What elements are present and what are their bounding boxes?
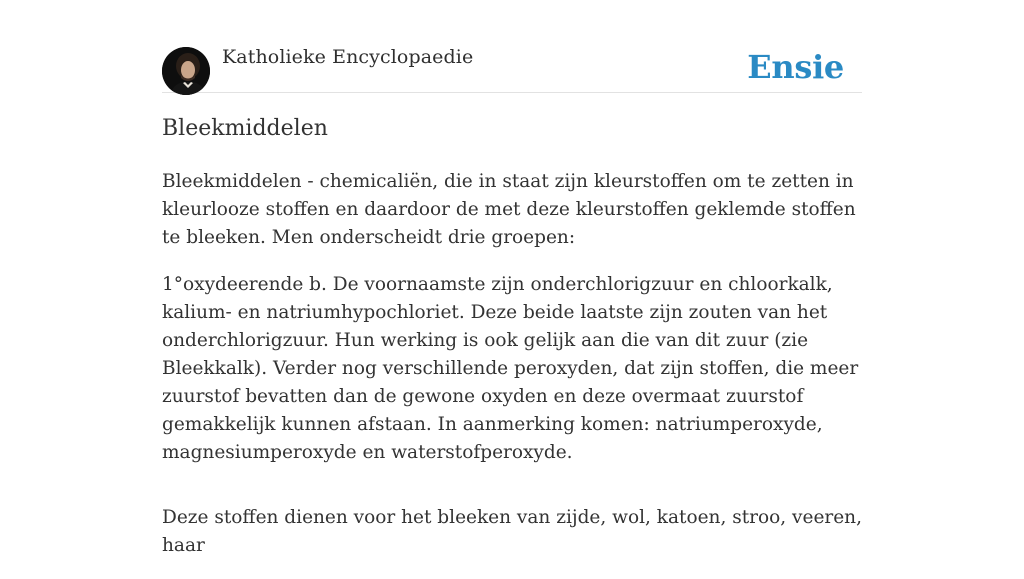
portrait-avatar-icon[interactable] — [162, 47, 210, 95]
entry-content — [162, 168, 862, 579]
paragraph-definition: Bleekmiddelen - chemicaliën, die in staat zijn kleurstoffen om te zetten in kleurlooze stoffen en daardoor de met deze kleurstoffen geklemde stoffen te bleeken. Men onderscheidt drie groepen: — [162, 171, 856, 248]
source-title[interactable]: Katholieke Encyclopaedie — [222, 46, 474, 68]
entry-title: Bleekmiddelen — [162, 116, 328, 141]
page — [162, 0, 862, 556]
ensie-logo-link[interactable]: Ensie — [747, 48, 844, 86]
paragraph-usage: Deze stoffen dienen voor het bleeken van zijde, wol, katoen, stroo, veeren, haar — [162, 507, 862, 556]
paragraph-oxidizing: 1°oxydeerende b. De voornaamste zijn onderchlorigzuur en chloorkalk, kalium- en natriumhypochloriet. Deze beide laatste zijn zouten van het onderchlorigzuur. Hun werking is ook gelijk aan die van dit zuur (zie Bleekkalk). Verder nog verschillende peroxyden, dat zijn stoffen, die meer zuurstof bevatten dan de gewone oxyden en deze overmaat zuurstof gemakkelijk kunnen afstaan. In aanmerking komen: natriumperoxyde, magnesiumperoxyde en waterstofperoxyde. — [162, 274, 859, 463]
header — [162, 44, 862, 93]
portrait-icon — [162, 47, 210, 95]
